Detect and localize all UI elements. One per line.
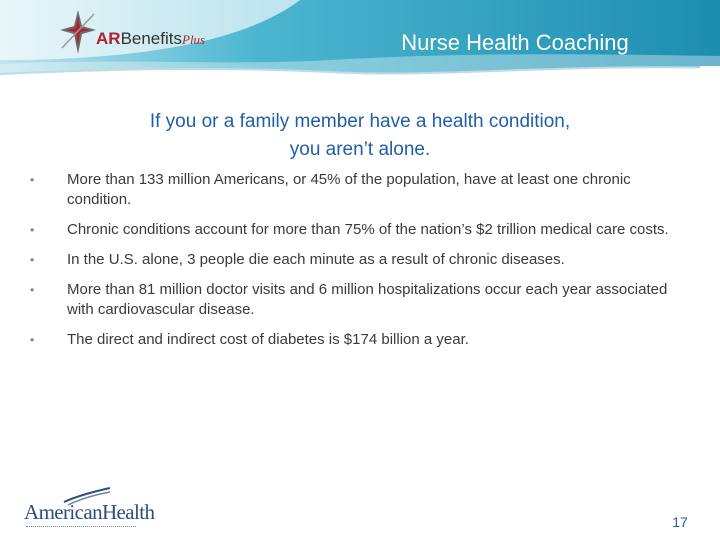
list-item-text: More than 81 million doctor visits and 6 million hospitalizations occur each year associated with cardiovascular disease. — [67, 281, 668, 318]
slide-subtitle — [90, 108, 630, 164]
list-item — [30, 250, 690, 270]
bullet-list — [30, 170, 690, 360]
bullet-icon: • — [30, 333, 35, 347]
bullet-icon: • — [30, 173, 35, 187]
list-item-text: More than 133 million Americans, or 45% of the population, have at least one chronic condition. — [67, 171, 631, 208]
footer-logo-tagline-rule — [26, 526, 136, 530]
arbenefits-logo — [58, 8, 248, 68]
star-logo-icon — [58, 8, 98, 58]
bullet-icon: • — [30, 283, 35, 297]
subtitle-line-2: you aren’t alone. — [289, 139, 431, 160]
logo-wordmark — [96, 29, 205, 49]
logo-name: Benefits — [120, 29, 182, 48]
bullet-icon: • — [30, 223, 35, 237]
page-number: 17 — [672, 514, 688, 530]
footer-logo-text: AmericanHealth — [24, 500, 155, 524]
list-item — [30, 170, 690, 210]
american-health-logo — [24, 486, 155, 532]
list-item-text: Chronic conditions account for more than 75% of the nation’s $2 trillion medical care costs. — [67, 221, 669, 238]
bullet-icon: • — [30, 253, 35, 267]
list-item — [30, 280, 690, 320]
logo-prefix: AR — [96, 29, 121, 48]
header-banner — [0, 0, 720, 95]
list-item — [30, 220, 690, 240]
list-item-text: In the U.S. alone, 3 people die each minute as a result of chronic diseases. — [67, 251, 565, 268]
list-item-text: The direct and indirect cost of diabetes is $174 billion a year. — [67, 331, 469, 348]
subtitle-line-1: If you or a family member have a health condition, — [149, 111, 571, 132]
list-item — [30, 330, 690, 350]
logo-suffix: Plus — [182, 32, 206, 47]
page-title: Nurse Health Coaching — [401, 30, 629, 55]
